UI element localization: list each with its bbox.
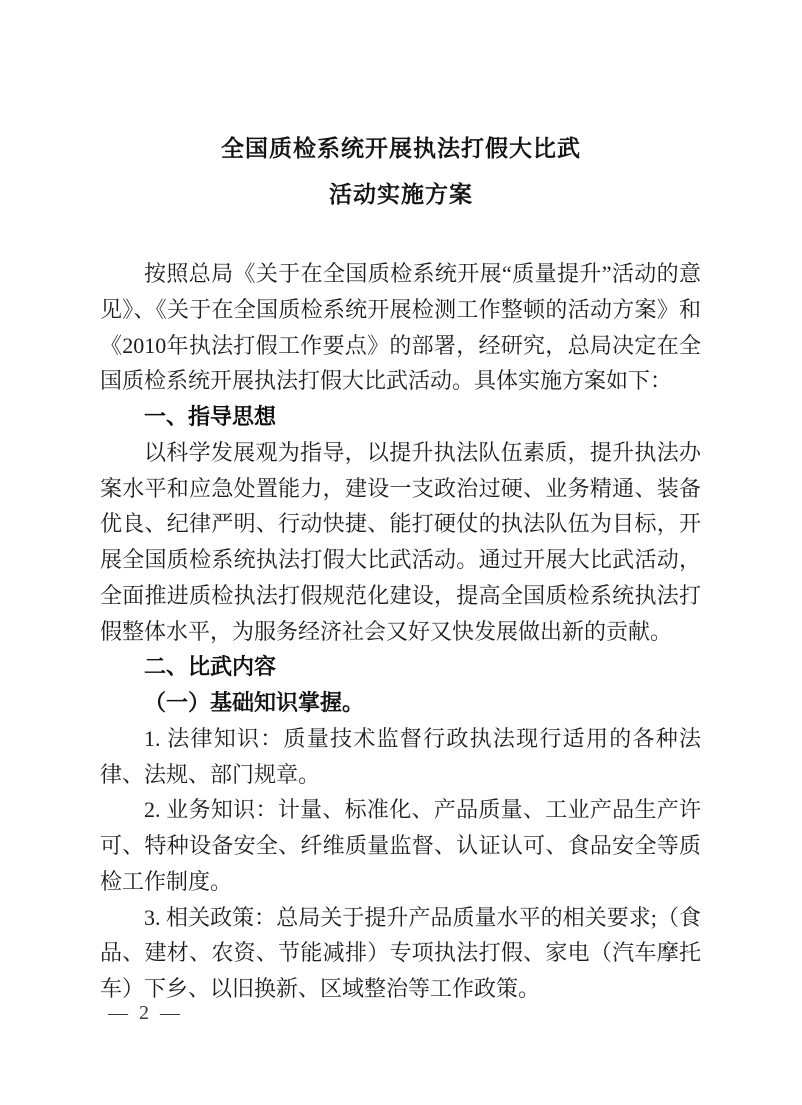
document-body bbox=[100, 256, 701, 1007]
document-title bbox=[0, 0, 802, 218]
heading-section-1-guiding-ideology: 一、指导思想 bbox=[144, 404, 277, 429]
title-line-1: 全国质检系统开展执法打假大比武 bbox=[221, 136, 581, 161]
paragraph-item-1-legal-knowledge: 1. 法律知识：质量技术监督行政执法现行适用的各种法律、法规、部门规章。 bbox=[100, 725, 701, 787]
paragraph-item-3-related-policies: 3. 相关政策：总局关于提升产品质量水平的相关要求;（食品、建材、农资、节能减排）专项执法打假、家电（汽车摩托车）下乡、以旧换新、区域整治等工作政策。 bbox=[100, 904, 701, 1001]
subheading-basic-knowledge: （一）基础知识掌握。 bbox=[144, 690, 365, 715]
page-footer bbox=[108, 1002, 183, 1025]
paragraph-guiding-ideology: 以科学发展观为指导，以提升执法队伍素质，提升执法办案水平和应急处置能力，建设一支政治过硬、业务精通、装备优良、纪律严明、行动快捷、能打硬仗的执法队伍为目标，开展全国质检系统执法打假大比武活动。通过开展大比武活动，全面推进质检执法打假规范化建设，提高全国质检系统执法打假整体水平，为服务经济社会又好又快发展做出新的贡献。 bbox=[100, 439, 701, 644]
paragraph-intro: 按照总局《关于在全国质检系统开展“质量提升”活动的意见》、《关于在全国质检系统开展检测工作整顿的活动方案》和《2010年执法打假工作要点》的部署，经研究，总局决定在全国质检系统开展执法打假大比武活动。具体实施方案如下： bbox=[100, 261, 701, 394]
paragraph-item-2-business-knowledge: 2. 业务知识：计量、标准化、产品质量、工业产品生产许可、特种设备安全、纤维质量监督、认证认可、食品安全等质检工作制度。 bbox=[100, 797, 701, 894]
page-number: — 2 — bbox=[108, 1002, 183, 1024]
heading-section-2-competition-content: 二、比武内容 bbox=[144, 654, 277, 680]
title-line-2: 活动实施方案 bbox=[329, 182, 473, 207]
